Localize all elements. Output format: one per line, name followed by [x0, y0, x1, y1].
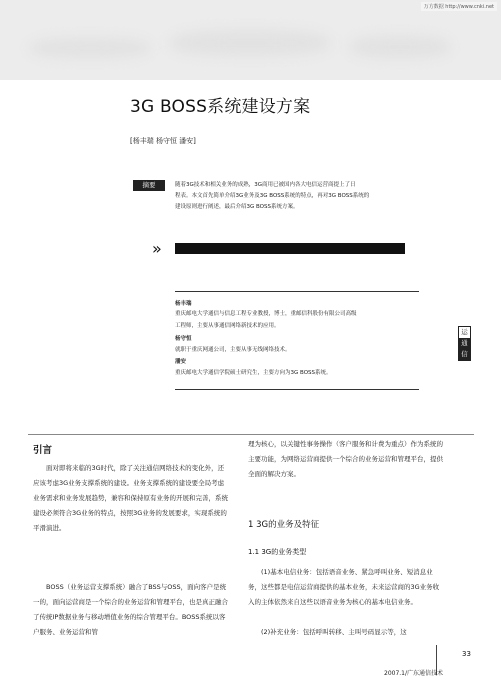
side-tab-char: 通: [459, 338, 470, 349]
side-tab-char: 运: [461, 328, 468, 336]
subsection-heading: 1.1 3G的业务类型: [248, 548, 307, 556]
header-decoration: [170, 30, 330, 56]
abstract-label: 摘要: [133, 180, 165, 191]
journal-footer: 2007.1/广东通信技术: [384, 670, 444, 677]
side-tab-char: 信: [459, 349, 470, 360]
bio-text: 重庆邮电大学通信学院硕士研究生，主要方向为3G BOSS系统。: [175, 370, 332, 376]
body-paragraph: (1)基本电信业务：包括语音业务、紧急呼叫业务、短消息业务，这些都是电信运营商提供的基本业务，未来运营商的3G业务收入的主体依然来自这些以语音业务为核心的基本电信业务。: [248, 568, 440, 606]
bio-name: 杨守恒: [175, 336, 192, 342]
bio-name: 潘安: [175, 359, 187, 365]
section-side-tab: [458, 326, 471, 361]
body-paragraph: (2)补充业务：包括呼叫转移、主叫号码显示等，这: [261, 628, 407, 636]
abstract-line: 随着3G技术和相关业务的成熟，3G商用已被国内各大电信运营商提上了日: [175, 182, 356, 188]
divider: [28, 434, 474, 435]
page-number: 33: [462, 650, 471, 658]
abstract-text: [175, 180, 405, 213]
article-title: 3G BOSS系统建设方案: [130, 97, 311, 117]
divider: [175, 389, 419, 390]
body-paragraph: 理为核心，以关键性事务操作（客户服务和计费为重点）作为系统的主要功能，为网络运营商提供一个综合的业务运营和管理平台，提供全面的解决方案。: [248, 440, 443, 478]
abstract-line: 建设原则进行阐述，最后介绍3G BOSS系统方案。: [175, 204, 299, 210]
intro-heading: 引言: [33, 445, 53, 456]
divider: [175, 291, 419, 292]
header-decoration: [30, 38, 150, 58]
section-bar: [175, 243, 405, 254]
bio-name: 杨丰瑞: [175, 301, 192, 307]
body-paragraph: BOSS（业务运营支撑系统）融合了BSS与OSS，面向客户是统一的，面向运营商是一个综合的业务运营和管理平台，也是真正融合了传统IP数据业务与移动增值业务的综合管理平台。BOSS系统以客户服务、业务运营和管: [33, 583, 228, 636]
source-stamp: 万方数据 http://www.cnki.net: [421, 2, 497, 11]
abstract-line: 程表。本文首先简单介绍3G业务及3G BOSS系统的特点，再对3G BOSS系统的: [175, 193, 370, 199]
article-authors: [杨丰瑞 杨守恒 潘安]: [130, 137, 196, 145]
body-paragraph: 面对即将来临的3G时代，除了关注通信网络技术的变化外，还应该考虑3G业务支撑系统的建设。业务支撑系统的建设要全局考虑业务需求和业务发展趋势，兼容和保持原有业务的开展和完善，系统建设必须符合3G业务的特点，按照3G业务的发展要求，实现系统的平滑演进。: [33, 464, 228, 532]
bio-text: 工程师，主要从事通信网络新技术的应用。: [175, 323, 280, 329]
bio-text: 就职于重庆网通公司，主要从事无线网络技术。: [175, 347, 291, 353]
header-decoration: [350, 36, 450, 58]
bio-text: 重庆邮电大学通信与信息工程专业教授，博士，重邮信科股份有限公司高级: [175, 311, 357, 317]
section-heading: 1 3G的业务及特征: [248, 520, 320, 530]
chevron-icon: »: [152, 239, 162, 258]
